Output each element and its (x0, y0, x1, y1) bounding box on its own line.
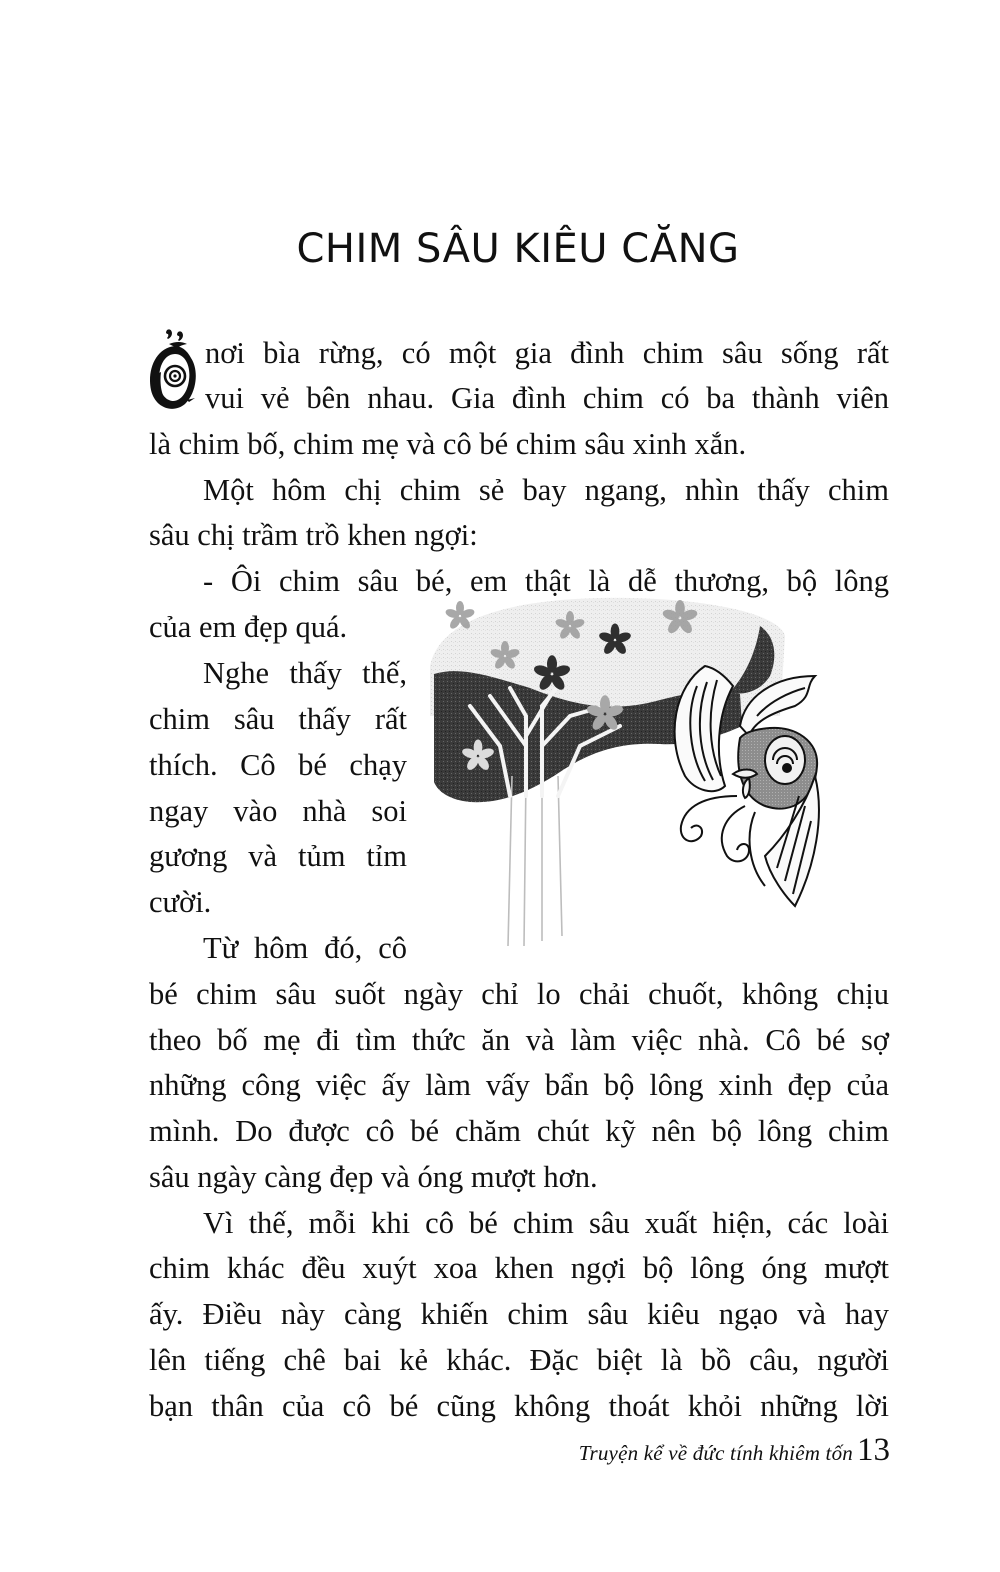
text-line: ngay vào nhà soi (149, 794, 407, 828)
text-line: lên tiếng chê bai kẻ khác. Đặc biệt là bồ câu, người (149, 1343, 889, 1377)
text-line: gương và tủm tỉm (149, 839, 407, 873)
tree-and-bird-illustration-icon (430, 596, 840, 956)
text-line: thích. Cô bé chạy (149, 748, 407, 782)
text-line: Từ hôm đó, cô (203, 931, 407, 965)
text-line: chim khác đều xuýt xoa khen ngợi bộ lông óng mượt (149, 1251, 889, 1285)
text-line: theo bố mẹ đi tìm thức ăn và làm việc nhà. Cô bé sợ (149, 1023, 889, 1057)
text-line: sâu ngày càng đẹp và óng mượt hơn. (149, 1160, 598, 1194)
story-title: CHIM SÂU KIÊU CĂNG (296, 226, 740, 272)
text-line: vui vẻ bên nhau. Gia đình chim có ba thành viên (205, 381, 889, 415)
text-line: sâu chị trầm trồ khen ngợi: (149, 518, 478, 552)
text-line: Nghe thấy thế, (203, 656, 407, 690)
page-footer (579, 1432, 890, 1469)
text-line: Một hôm chị chim sẻ bay ngang, nhìn thấy chim (203, 473, 889, 507)
text-line: chim sâu thấy rất (149, 702, 407, 736)
text-line: những công việc ấy làm vấy bẩn bộ lông xinh đẹp của (149, 1068, 889, 1102)
page-number: 13 (857, 1432, 890, 1468)
text-line: mình. Do được cô bé chăm chút kỹ nên bộ lông chim (149, 1114, 889, 1148)
text-line: là chim bố, chim mẹ và cô bé chim sâu xinh xắn. (149, 427, 747, 461)
text-line: Vì thế, mỗi khi cô bé chim sâu xuất hiện, các loài (203, 1206, 889, 1240)
text-line: ấy. Điều này càng khiến chim sâu kiêu ngạo và hay (149, 1297, 889, 1331)
text-line: bé chim sâu suốt ngày chỉ lo chải chuốt, không chịu (149, 977, 889, 1011)
text-line: bạn thân của cô bé cũng không thoát khỏi những lời (149, 1389, 889, 1423)
series-title: Truyện kể về đức tính khiêm tốn (578, 1441, 853, 1465)
text-line: của em đẹp quá. (149, 610, 348, 644)
text-line: cười. (149, 885, 212, 919)
text-line: nơi bìa rừng, có một gia đình chim sâu sống rất (205, 336, 889, 370)
text-line: - Ôi chim sâu bé, em thật là dễ thương, bộ lông (203, 564, 889, 598)
